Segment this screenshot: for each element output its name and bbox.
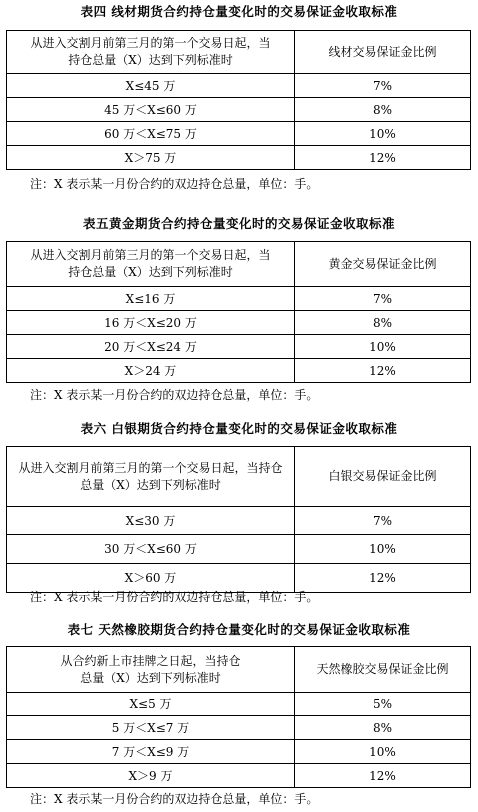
cell-ratio: 7%	[295, 507, 471, 535]
cell-condition: 20 万＜X≤24 万	[7, 335, 295, 359]
header-condition: 从合约新上市挂牌之日起，当持仓总量（X）达到下列标准时	[7, 647, 295, 693]
header-condition: 从进入交割月前第三月的第一个交易日起，当持仓总量（X）达到下列标准时	[7, 447, 295, 507]
cell-ratio: 7%	[295, 287, 471, 311]
table-title: 表六 白银期货合约持仓量变化时的交易保证金收取标准	[80, 421, 398, 436]
cell-condition: 60 万＜X≤75 万	[7, 122, 295, 146]
cell-ratio: 7%	[295, 74, 471, 98]
margin-table	[6, 646, 471, 788]
cell-ratio: 8%	[295, 716, 471, 740]
cell-condition: 16 万＜X≤20 万	[7, 311, 295, 335]
cell-ratio: 5%	[295, 693, 471, 716]
table-note: 注：X 表示某一月份合约的双边持仓总量，单位：手。	[30, 792, 319, 806]
cell-ratio: 10%	[295, 335, 471, 359]
table-note: 注：X 表示某一月份合约的双边持仓总量，单位：手。	[30, 388, 319, 402]
header-ratio: 黄金交易保证金比例	[295, 242, 471, 287]
cell-ratio: 10%	[295, 122, 471, 146]
cell-condition: 45 万＜X≤60 万	[7, 98, 295, 122]
margin-table	[6, 241, 471, 383]
cell-ratio: 10%	[295, 740, 471, 764]
cell-condition: 7 万＜X≤9 万	[7, 740, 295, 764]
table-title: 表四 线材期货合约持仓量变化时的交易保证金收取标准	[80, 4, 398, 19]
margin-table	[6, 30, 471, 170]
header-ratio: 白银交易保证金比例	[295, 447, 471, 507]
cell-ratio: 8%	[295, 98, 471, 122]
header-ratio: 天然橡胶交易保证金比例	[295, 647, 471, 693]
cell-condition: X≤45 万	[7, 74, 295, 98]
cell-condition: X≤5 万	[7, 693, 295, 716]
cell-ratio: 8%	[295, 311, 471, 335]
cell-condition: X＞60 万	[7, 564, 295, 593]
cell-ratio: 12%	[295, 359, 471, 383]
cell-ratio: 10%	[295, 535, 471, 564]
cell-condition: X≤30 万	[7, 507, 295, 535]
table-note: 注：X 表示某一月份合约的双边持仓总量，单位：手。	[30, 590, 319, 604]
table-note: 注：X 表示某一月份合约的双边持仓总量，单位：手。	[30, 177, 319, 191]
table-title: 表五黄金期货合约持仓量变化时的交易保证金收取标准	[82, 216, 395, 231]
cell-condition: X≤16 万	[7, 287, 295, 311]
table-title: 表七 天然橡胶期货合约持仓量变化时的交易保证金收取标准	[67, 622, 411, 637]
header-condition: 从进入交割月前第三月的第一个交易日起，当持仓总量（X）达到下列标准时	[7, 31, 295, 74]
header-condition: 从进入交割月前第三月的第一个交易日起，当持仓总量（X）达到下列标准时	[7, 242, 295, 287]
cell-condition: 5 万＜X≤7 万	[7, 716, 295, 740]
header-ratio: 线材交易保证金比例	[295, 31, 471, 74]
cell-condition: X＞24 万	[7, 359, 295, 383]
cell-condition: 30 万＜X≤60 万	[7, 535, 295, 564]
margin-table	[6, 446, 471, 593]
cell-ratio: 12%	[295, 564, 471, 593]
cell-ratio: 12%	[295, 764, 471, 788]
cell-condition: X＞9 万	[7, 764, 295, 788]
cell-ratio: 12%	[295, 146, 471, 170]
cell-condition: X＞75 万	[7, 146, 295, 170]
